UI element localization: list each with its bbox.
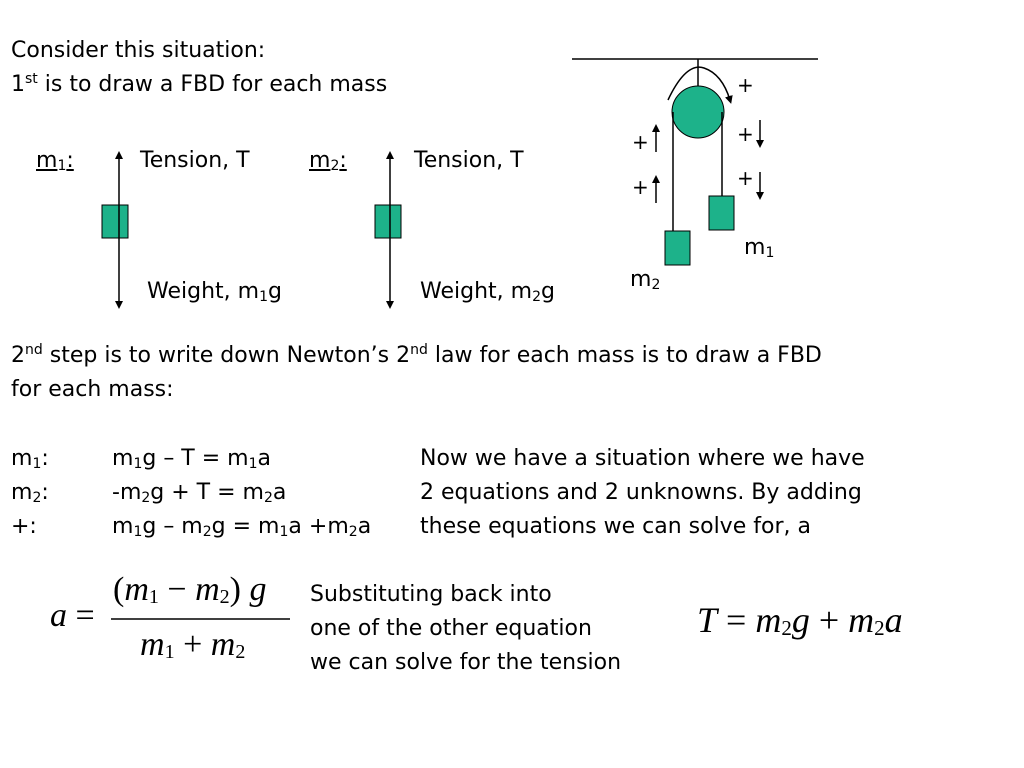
formula-a-lhs: a =: [50, 597, 95, 634]
formula-tension: $T = m_2g + m_2a$: [697, 600, 903, 640]
fbd-m2-diagram: [375, 155, 401, 305]
substitute-line-2: one of the other equation: [310, 616, 592, 641]
fbd-m1-tension: Tension, T: [140, 148, 250, 173]
eq1-label: $m_1$:: [11, 446, 49, 472]
step2-line-2: for each mass:: [11, 377, 174, 402]
eq2: $-m_2g + T = m_2a$: [112, 480, 287, 506]
fbd-m2-label: $m_2$:: [309, 148, 347, 174]
explanation-line-2: 2 equations and 2 unknowns. By adding: [420, 480, 862, 505]
block-m2: [665, 231, 690, 265]
fbd-m1-label: $m_1$:: [36, 148, 74, 174]
pulley-wheel: [672, 86, 724, 138]
fbd-m2-box: [375, 205, 401, 238]
formula-a-denominator: $m_1 + m_2$: [140, 626, 246, 663]
substitute-line-1: Substituting back into: [310, 582, 552, 607]
plus-left-2: +: [632, 175, 649, 199]
pulley-m2-label: $m_2$: [630, 267, 661, 293]
eq3-label: +:: [11, 514, 37, 539]
intro-line-1: Consider this situation:: [11, 38, 266, 63]
fbd-m1-diagram: [102, 155, 128, 305]
plus-rotation: +: [737, 73, 754, 97]
plus-right-1: +: [737, 122, 754, 146]
pulley-system: [572, 59, 818, 265]
fbd-m1-weight: Weight, $m_1g$: [147, 279, 282, 305]
fbd-m2-weight: Weight, $m_2g$: [420, 279, 555, 305]
explanation-line-1: Now we have a situation where we have: [420, 446, 865, 471]
intro-line-2: 1st is to draw a FBD for each mass: [11, 71, 388, 97]
fbd-m2-tension: Tension, T: [414, 148, 524, 173]
pulley-m1-label: $m_1$: [744, 235, 775, 261]
explanation-line-3: these equations we can solve for, a: [420, 514, 811, 539]
eq3: $m_1g - m_2g = m_1a +m_2a$: [112, 514, 372, 540]
block-m1: [709, 196, 734, 230]
plus-left-1: +: [632, 130, 649, 154]
eq1: $m_1g - T = m_1a$: [112, 446, 272, 472]
plus-right-2: +: [737, 166, 754, 190]
step2-line-1: 2nd step is to write down Newton’s 2nd law for each mass is to draw a FBD: [11, 342, 822, 368]
fbd-m1-box: [102, 205, 128, 238]
eq2-label: $m_2$:: [11, 480, 49, 506]
formula-a-numerator: $(m_1 - m_2)$ g: [113, 571, 267, 608]
substitute-line-3: we can solve for the tension: [310, 650, 622, 675]
